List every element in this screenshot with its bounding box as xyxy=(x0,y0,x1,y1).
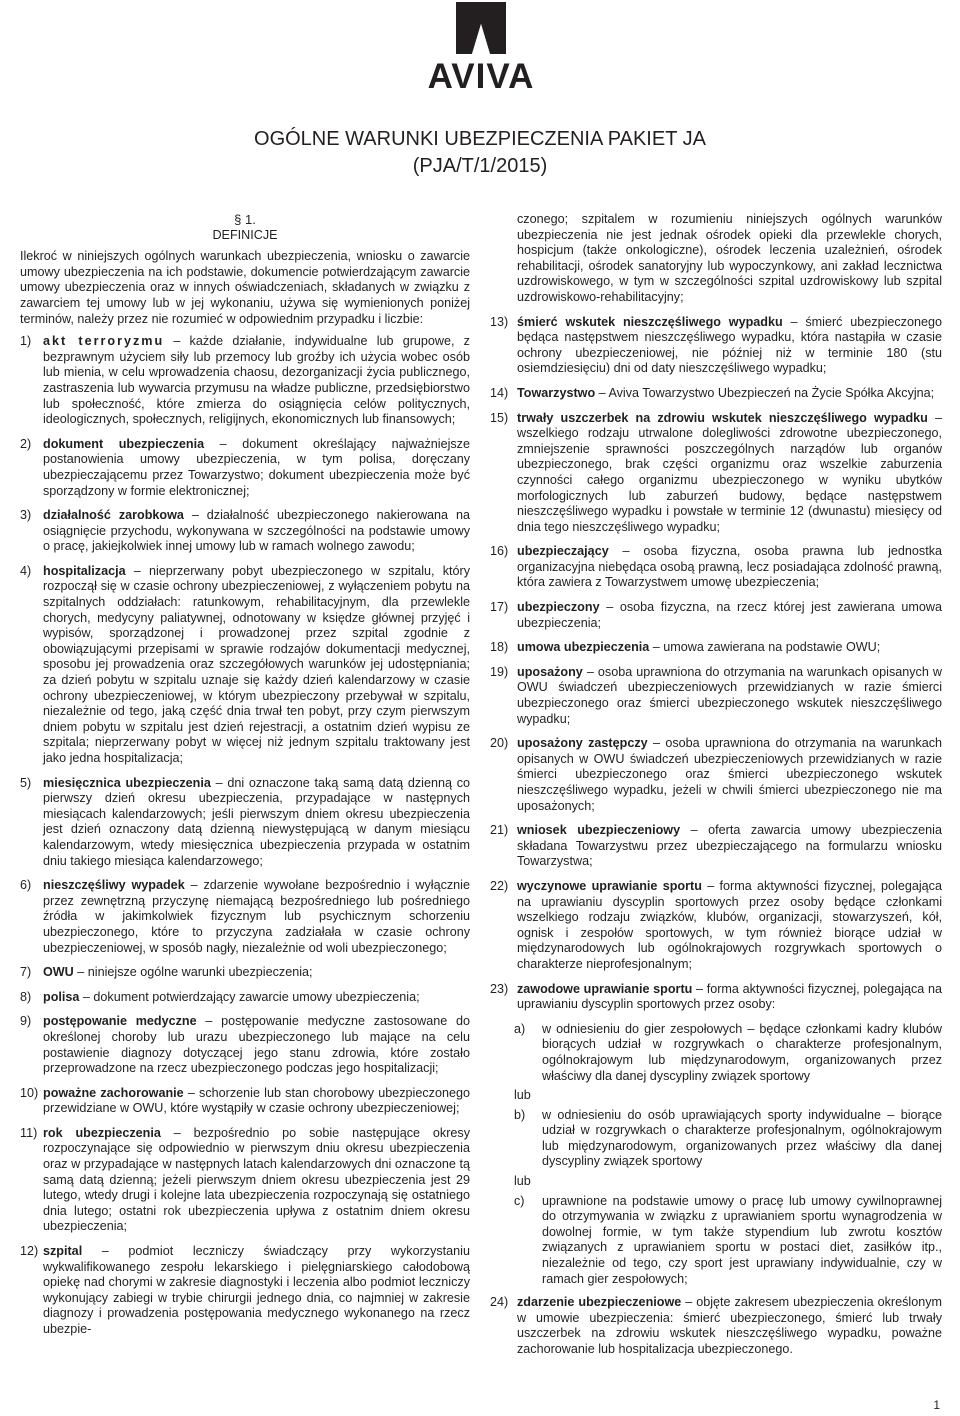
left-column xyxy=(20,212,470,1347)
definition-text: – bezpośrednio po sobie następujące okresy rozpoczynające się odpowiednio w pierwszym dniu okresu ubezpieczenia oraz w przypadające w następnych latach kalendarzowych dni oznaczone tą samą datą dzienną; jeżeli pierwszym dniem okresu ubezpieczenia jest 29 lutego, wtedy drugi i kolejne lata ubezpieczenia rozpoczynają się ostatniego dnia lutego; ostatni rok ubezpieczenia upływa z ostatnim dniem okresu ubezpieczenia; xyxy=(43,1125,470,1234)
definition-number: 3) xyxy=(20,508,32,523)
definitions-list-right xyxy=(490,315,942,1013)
definition-item xyxy=(20,1014,470,1076)
definition-number: 8) xyxy=(20,989,32,1004)
definition-text: – postępowanie medyczne zastosowane do określonej choroby lub urazu ubezpieczonego lub mające na celu postawienie diagnozy dotyczącej jego stanu zdrowia, które zostało przeprowadzone na rzecz ubezpieczonego podczas jego hospitalizacji; xyxy=(43,1014,470,1076)
definition-term: nieszczęśliwy wypadek xyxy=(43,878,185,893)
right-column xyxy=(490,212,942,1367)
definition-text: – śmierć ubezpieczonego będąca następstwem nieszczęśliwego wypadku, która nastąpiła w czasie ochrony ubezpieczeniowej, nie później niż w terminie 180 (stu osiemdziesięciu) dni od daty nieszczęśliwego wypadku; xyxy=(517,314,942,376)
definition-text: – wszelkiego rodzaju utrwalone dolegliwości zdrowotne ubezpieczonego, zmniejszenie sprawności poszczególnych narządów lub organów ubezpieczonego, brak części organizmu oraz wszelkie zaburzenia czynności całego organizmu ubezpieczonego w wyniku ubytków morfologicznych lub zaburzeń budowy, będące następstwem nieszczęśliwego wypadku i powstałe w terminie 12 (dwunastu) miesięcy od dnia tego nieszczęśliwego wypadku; xyxy=(517,410,942,534)
definition-term: ubezpieczony xyxy=(517,600,600,615)
definition-item xyxy=(20,508,470,555)
aviva-logo-text: AVIVA xyxy=(427,57,535,96)
definition-item xyxy=(490,411,942,536)
sport-sub-item xyxy=(514,1108,942,1170)
definition-text: – dokument potwierdzający zawarcie umowy ubezpieczenia; xyxy=(79,989,420,1004)
sub-item-text: w odniesieniu do osób uprawiających sporty indywidualne – biorące udział w rozgrywkach o charakterze profesjonalnym, ogólnokrajowym lub międzynarodowym, organizowanych przez właściwy dla danej dyscypliny związek sportowy xyxy=(542,1107,942,1169)
definition-number: 17) xyxy=(490,600,509,615)
definition-number: 6) xyxy=(20,878,32,893)
definition-number: 13) xyxy=(490,314,509,329)
document-code: (PJA/T/1/2015) xyxy=(412,155,548,177)
aviva-logo xyxy=(418,2,544,94)
definition-term: rok ubezpieczenia xyxy=(43,1125,161,1140)
definition-term: Towarzystwo xyxy=(517,385,596,400)
definition-item xyxy=(490,1295,942,1357)
definition-term: OWU xyxy=(43,965,74,980)
definition-item xyxy=(490,600,942,631)
definition-term: trwały uszczerbek na zdrowiu wskutek nieszczęśliwego wypadku xyxy=(517,410,928,425)
definition-text: – dokument określający najważniejsze postanowienia umowy ubezpieczenia, w tym polisa, doręczany ubezpieczającemu przez Towarzystwo; dokument ubezpieczenia może być sporządzony w formie elektronicznej; xyxy=(43,436,470,498)
definition-number: 14) xyxy=(490,385,509,400)
definition-number: 9) xyxy=(20,1014,32,1029)
definition-item xyxy=(490,823,942,870)
sub-item-letter: a) xyxy=(514,1021,526,1036)
definition-item xyxy=(490,640,942,656)
sport-sub-item xyxy=(514,1194,942,1288)
definition-item xyxy=(20,564,470,767)
definition-item xyxy=(20,878,470,956)
definition-term: uposażony xyxy=(517,664,583,679)
definition-item xyxy=(20,437,470,499)
definition-term: wniosek ubezpieczeniowy xyxy=(517,823,681,838)
document-title: OGÓLNE WARUNKI UBEZPIECZENIA PAKIET JA xyxy=(254,128,706,150)
definition-text: – objęte zakresem ubezpieczenia określonym w umowie ubezpieczenia: śmierć ubezpieczonego, śmierć lub trwały uszczerbek na zdrowiu wskutek nieszczęśliwego wypadku, poważne zachorowanie lub hospitalizacja ubezpieczonego. xyxy=(517,1295,942,1356)
definition-number: 16) xyxy=(490,544,509,559)
definition-text: – niniejsze ogólne warunki ubezpieczenia; xyxy=(73,965,313,980)
definition-text: – każde działanie, indywidualne lub grupowe, z bezprawnym użyciem siły lub przemocy lub groźby ich użycia wobec osób lub mienia, w celu wprowadzenia chaosu, dezorganizacji życia publicznego, zastraszenia lub wywarcia przymusu na władze publiczne, przedsiębiorstwo lub społeczność, które zmierza do osiągnięcia celów politycznych, ideologicznych, społecznych, religijnych, ekonomicznych lub finansowych; xyxy=(43,334,470,427)
definition-number: 2) xyxy=(20,436,32,451)
definition-text: – forma aktywności fizycznej, polegająca na uprawianiu dyscyplin sportowych przez osoby będące członkami wszelkiego rodzaju związków, klubów, organizacji, stowarzyszeń, kół, ognisk i zespołów sportowych, w tym również biorące udział w międzynarodowych lub ogólnokrajowych rozgrywkach sportowych o charakterze nieprofesjonalnym; xyxy=(517,878,942,971)
definition-number: 4) xyxy=(20,563,32,578)
sub-item-text: w odniesieniu do gier zespołowych – będące członkami kadry klubów biorących udział w rozgrywkach o charakterze profesjonalnym, ogólnokrajowym lub międzynarodowym, organizowanych przez właściwy dla danej dyscypliny związek sportowy xyxy=(542,1021,942,1083)
definition-item xyxy=(20,1244,470,1338)
definition-item xyxy=(20,776,470,870)
definition-number: 22) xyxy=(490,878,509,893)
definition-text: – umowa zawierana na podstawie OWU; xyxy=(649,640,881,655)
sport-sub-list xyxy=(490,1022,942,1288)
definition-item xyxy=(490,736,942,814)
definition-item xyxy=(490,315,942,377)
definition-text: – osoba uprawniona do otrzymania na warunkach opisanych w OWU świadczeń ubezpieczeniowych przewidzianych w razie śmierci ubezpieczonego oraz śmierci ubezpieczonego wskutek nieszczęśliwego wypadku; xyxy=(517,664,942,726)
definition-item xyxy=(20,334,470,428)
definition-item xyxy=(490,386,942,402)
sub-item-connector: lub xyxy=(514,1088,531,1103)
definition-text: – osoba uprawniona do otrzymania na warunkach opisanych w OWU świadczeń ubezpieczeniowych przewidzianych w razie śmierci ubezpieczonego oraz śmierci ubezpieczonego wskutek nieszczęśliwego wypadku, jeżeli w chwili śmierci ubezpieczonego nie ma uposażonych; xyxy=(517,736,942,813)
definition-term: umowa ubezpieczenia xyxy=(517,640,650,655)
definition-number: 7) xyxy=(20,965,32,980)
definition-text: – osoba fizyczna, na rzecz której jest zawierana umowa ubezpieczenia; xyxy=(517,600,942,630)
definition-item xyxy=(490,982,942,1013)
definition-number: 15) xyxy=(490,410,509,425)
definition-item xyxy=(20,1126,470,1235)
definition-continuation: czonego; szpitalem w rozumieniu niniejszych ogólnych warunków ubezpieczenia nie jest jednak ośrodek opieki dla przewlekle chorych, hospicjum (także onkologiczne), ośrodek leczenia uzależnień, ośrodek rehabilitacji, ośrodek sanatoryjny lub wypoczynkowy, ani zakład lecznictwa uzdrowiskowego, w tym w szczególności szpital uzdrowiskowy lub szpital uzdrowiskowo-rehabilitacyjny; xyxy=(517,212,942,304)
section-title: DEFINICJE xyxy=(212,227,278,242)
definition-item xyxy=(490,879,942,973)
definition-item xyxy=(490,544,942,591)
definition-term: poważne zachorowanie xyxy=(43,1085,184,1100)
definition-text: – schorzenie lub stan chorobowy ubezpieczonego przewidziane w OWU, które wystąpiły w czasie ochrony ubezpieczeniowej; xyxy=(43,1085,470,1116)
definition-term: polisa xyxy=(43,989,80,1004)
definition-item xyxy=(20,965,470,981)
sub-item-letter: b) xyxy=(514,1107,526,1122)
definition-term: dokument ubezpieczenia xyxy=(43,436,205,451)
definition-text: – działalność ubezpieczonego nakierowana na osiągnięcie przychodu, wykonywana w szczególności na podstawie umowy o pracę, jakiejkolwiek innej umowy lub w ramach wolnego zawodu; xyxy=(43,508,470,554)
definition-text: – oferta zawarcia umowy ubezpieczenia składana Towarzystwu przez ubezpieczającego na formularzu wniosku Towarzystwa; xyxy=(517,823,942,869)
definition-number: 24) xyxy=(490,1295,509,1310)
definition-term: ubezpieczający xyxy=(517,544,609,559)
definition-number: 11) xyxy=(20,1125,38,1140)
definitions-list-left xyxy=(20,334,470,1337)
definition-text: – Aviva Towarzystwo Ubezpieczeń na Życie Spółka Akcyjna; xyxy=(595,385,935,400)
definition-item xyxy=(20,1086,470,1117)
definition-term: zdarzenie ubezpieczeniowe xyxy=(517,1295,682,1310)
definition-number: 12) xyxy=(20,1244,39,1259)
definition-item xyxy=(490,665,942,727)
definition-number: 21) xyxy=(490,823,509,838)
definition-term: śmierć wskutek nieszczęśliwego wypadku xyxy=(517,314,783,329)
sub-item-letter: c) xyxy=(514,1193,525,1208)
definitions-list-last xyxy=(490,1295,942,1357)
definition-term: wyczynowe uprawianie sportu xyxy=(517,878,702,893)
definition-text: – forma aktywności fizycznej, polegająca na uprawianiu dyscyplin sportowych przez osoby: xyxy=(517,981,942,1012)
section-number: § 1. xyxy=(234,212,256,227)
definition-term: uposażony zastępczy xyxy=(517,736,648,751)
definition-number: 20) xyxy=(490,736,509,751)
definition-term: hospitalizacja xyxy=(43,563,126,578)
definition-term: postępowanie medyczne xyxy=(43,1014,197,1029)
definition-text: – dni oznaczone taką samą datą dzienną co pierwszy dzień okresu ubezpieczenia, przypadające w następnych miesiącach kalendarzowych; jeśli pierwszym dniem okresu ubezpieczenia jest dzień oznaczony datą dzienną niewystępującą w danym miesiącu kalendarzowym, wtedy miesięcznica ubezpieczenia przypada w ostatnim dniu takiego miesiąca kalendarzowego; xyxy=(43,775,471,868)
definition-number: 19) xyxy=(490,664,509,679)
definition-term: akt terroryzmu xyxy=(43,334,165,349)
definition-text: – zdarzenie wywołane bezpośrednio i wyłącznie przez zewnętrzną przyczynę niemającą bezpośredniego lub pośredniego źródła w jakimkolwiek fizycznym lub psychicznym schorzeniu ubezpieczonego, które to przyczyna zadziałała w czasie ochrony ubezpieczeniowej, w sposób nagły, niezależnie od woli ubezpieczonego; xyxy=(43,878,470,955)
definition-term: zawodowe uprawianie sportu xyxy=(517,981,693,996)
page-number: 1 xyxy=(933,1398,940,1412)
definition-term: miesięcznica ubezpieczenia xyxy=(43,775,211,790)
definition-text: – nieprzerwany pobyt ubezpieczonego w szpitalu, który rozpoczął się w czasie ochrony ubezpieczeniowej, z wyłączeniem pobytu na szpitalnych oddziałach: ratunkowym, rehabilitacyjnym, dla przewlekle chorych, medycyny paliatywnej, odnotowany w księdze głównej przyjęć i wypisów, sporządzonej i prowadzonej przez szpital zgodnie z obowiązującymi przepisami w sprawie rodzajów dokumentacji medycznej, sposobu jej prowadzenia oraz szczegółowych warunków jej udostępniania; za dzień pobytu w szpitalu uznaje się każdy dzień kalendarzowy w czasie ochrony ubezpieczeniowej, w którym ubezpieczony przebywał w szpitalu, niezależnie od tego, jaką część dnia trwał ten pobyt, przy czym pierwszym dniem pobytu w szpitalu jest dzień rejestracji, a ostatnim dzień wypisu ze szpitala; nieprzerwany pobyt w więcej niż jednym szpitalu traktowany jest jako jedna hospitalizacja; xyxy=(43,563,470,765)
definition-text: – podmiot leczniczy świadczący przy wykorzystaniu wykwalifikowanego zespołu lekarskiego i pielęgniarskiego całodobową opiekę nad chorymi w zakresie diagnostyki i leczenia albo podmiot leczniczy wykonujący zabiegi w trybie chirurgii jednego dnia, co najmniej w zakresie diagnozy i prowadzenia postępowania medycznego wykonanego na rzecz ubezpie- xyxy=(43,1244,470,1336)
aviva-logo-mark-icon xyxy=(456,2,506,54)
definition-number: 18) xyxy=(490,640,509,655)
definition-term: działalność zarobkowa xyxy=(43,508,184,523)
definition-number: 23) xyxy=(490,981,509,996)
definition-number: 5) xyxy=(20,775,32,790)
definition-number: 10) xyxy=(20,1085,39,1100)
sport-sub-item xyxy=(514,1022,942,1084)
definition-number: 1) xyxy=(20,334,32,349)
definition-item xyxy=(20,990,470,1006)
definition-text: – osoba fizyczna, osoba prawna lub jednostka organizacyjna niebędąca osobą prawną, lecz posiadająca zdolność prawną, która zawiera z Towarzystwem umowę ubezpieczenia; xyxy=(517,544,942,590)
sub-item-connector: lub xyxy=(514,1174,531,1189)
sub-item-text: uprawnione na podstawie umowy o pracę lub umowy cywilnoprawnej do otrzymywania w związku z uprawianiem sportu wynagrodzenia w dowolnej formie, w tym także stypendium lub zwrotu kosztów związanych z uprawianiem sportu w postaci diet, zasiłków itp., niezależnie od tego, czy sport jest uprawiany indywidualnie, czy w ramach gier zespołowych; xyxy=(542,1193,942,1286)
intro-paragraph: Ilekroć w niniejszych ogólnych warunkach ubezpieczenia, wniosku o zawarcie umowy ubezpieczenia na ich podstawie, dokumencie potwierdzającym zawarcie umowy ubezpieczenia oraz w innych oświadczeniach, składanych w związku z zawarciem tej umowy lub w jej wykonaniu, używa się wymienionych poniżej terminów, należy przez nie rozumieć w odpowiednim przypadku i liczbie: xyxy=(20,249,470,326)
definition-term: szpital xyxy=(43,1244,83,1259)
